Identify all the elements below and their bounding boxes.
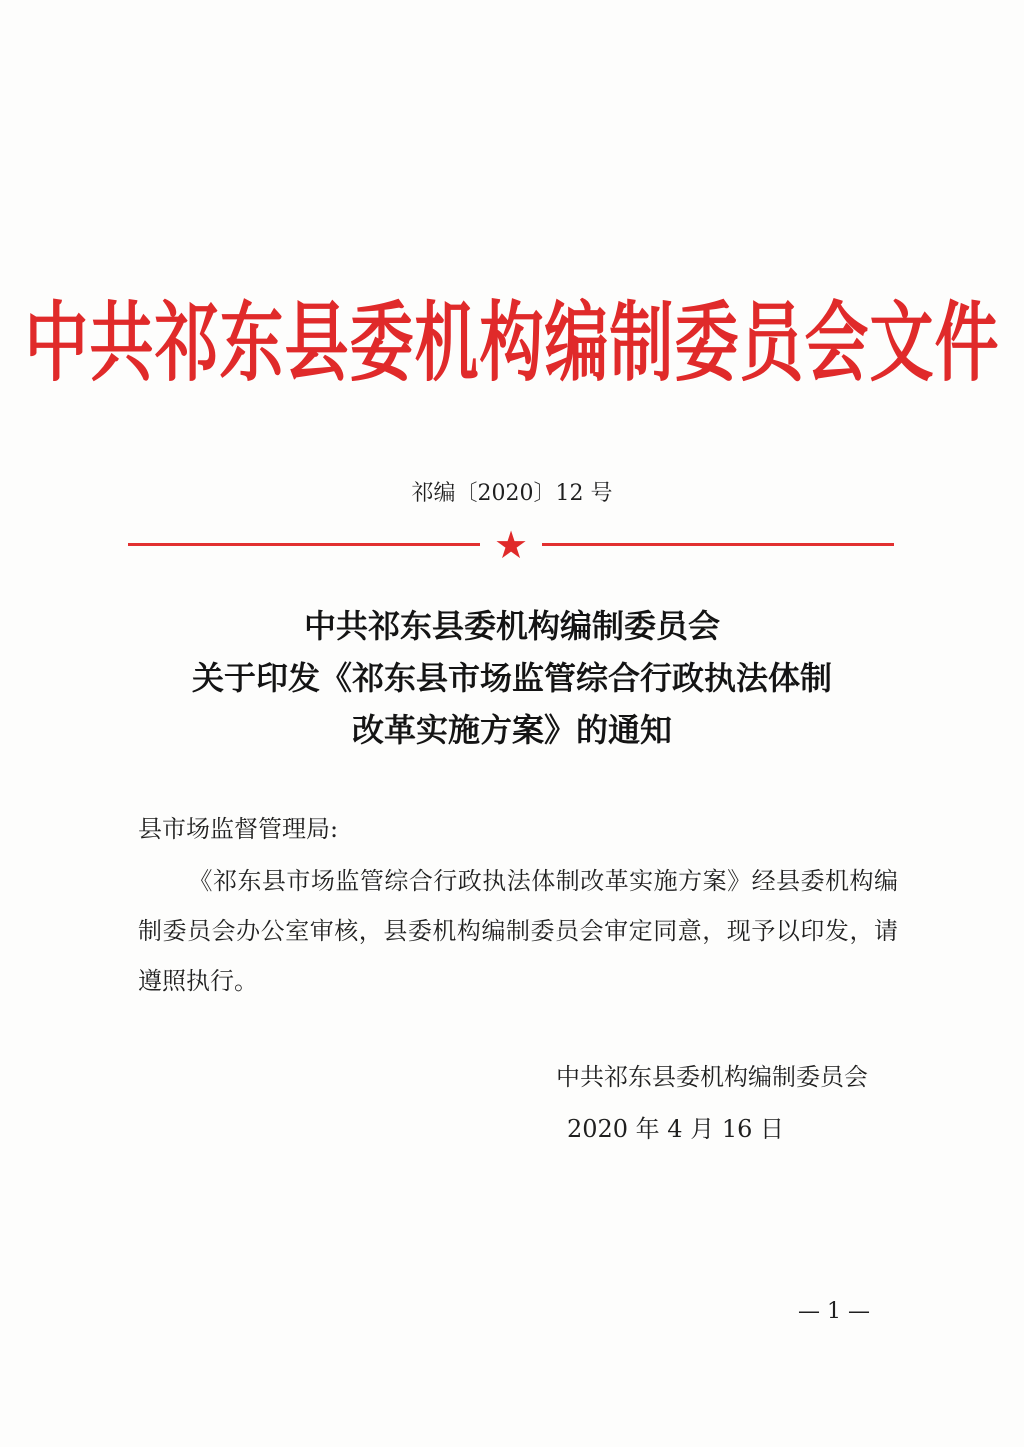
notice-title-line-3: 改革实施方案》的通知 — [351, 711, 672, 749]
notice-title — [100, 600, 924, 756]
document-header-title: 中共祁东县委机构编制委员会文件 — [24, 294, 1000, 395]
star-icon: ★ — [493, 523, 529, 567]
notice-title-line-1: 中共祁东县委机构编制委员会 — [303, 607, 720, 645]
signature-organization: 中共祁东县委机构编制委员会 — [556, 1063, 868, 1091]
addressee: 县市场监督管理局: — [138, 815, 339, 843]
body-paragraph — [138, 856, 898, 1006]
red-divider-left — [128, 543, 480, 546]
document-number: 祁编〔2020〕12 号 — [411, 481, 613, 506]
red-divider-right — [542, 543, 894, 546]
notice-title-line-2: 关于印发《祁东县市场监管综合行政执法体制 — [191, 659, 832, 697]
signature-date: 2020 年 4 月 16 日 — [566, 1115, 784, 1143]
body-text: 《祁东县市场监管综合行政执法体制改革实施方案》经县委机构编制委员会办公室审核，县委机构编制委员会审定同意，现予以印发，请遵照执行。 — [138, 867, 898, 995]
page-number: — 1 — — [798, 1299, 870, 1324]
